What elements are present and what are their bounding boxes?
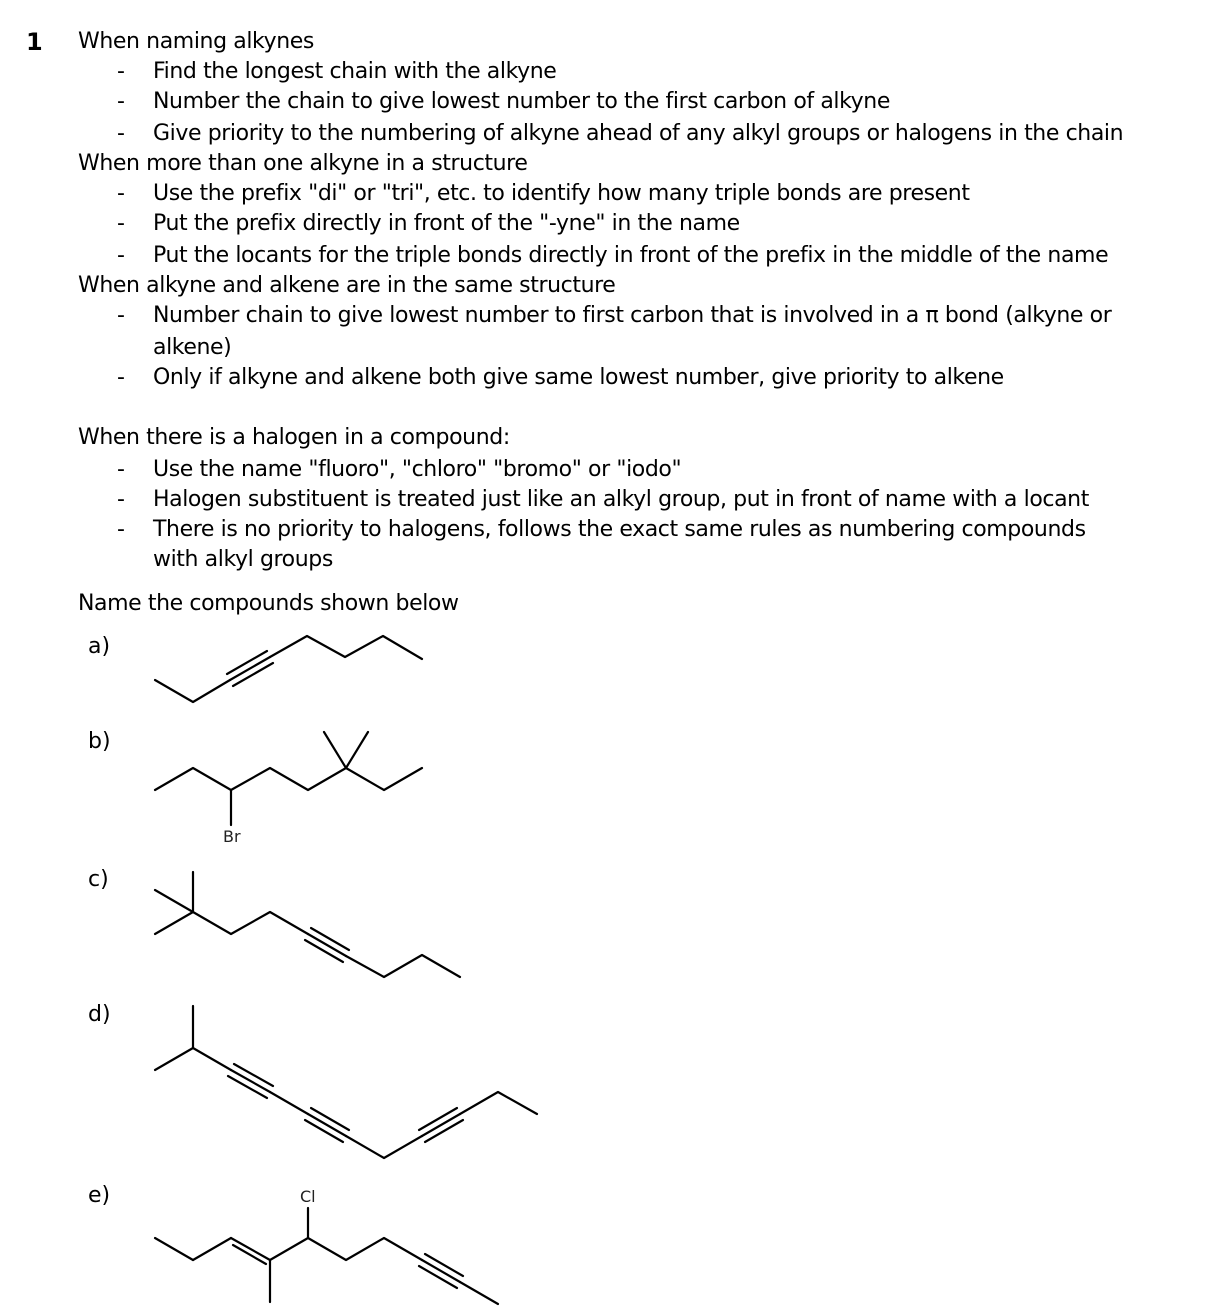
section-heading: When there is a halogen in a compound: [78, 425, 510, 450]
bullet-text: Only if alkyne and alkene both give same lowest number, give priority to alkene [153, 365, 1004, 390]
question-number: 1 [26, 28, 43, 56]
section-heading: When naming alkynes [78, 29, 314, 54]
bullet-dash: - [117, 59, 125, 84]
bullet-dash: - [117, 243, 125, 268]
compound-label-d: d) [88, 1002, 111, 1027]
bullet-text: Use the name "fluoro", "chloro" "bromo" or "iodo" [153, 457, 682, 482]
compound-label-c: c) [88, 867, 109, 892]
bullet-text: Number chain to give lowest number to first carbon that is involved in a π bond (alkyne or [153, 303, 1112, 328]
bullet-dash: - [117, 457, 125, 482]
bullet-text: Number the chain to give lowest number to the first carbon of alkyne [153, 89, 890, 114]
bullet-dash: - [117, 487, 125, 512]
chlorine-label: Cl [300, 1187, 316, 1206]
bullet-text: There is no priority to halogens, follows the exact same rules as numbering compounds [153, 517, 1086, 542]
bullet-dash: - [117, 365, 125, 390]
structure-d [155, 1006, 537, 1158]
compound-label-a: a) [88, 634, 111, 659]
bullet-text-continued: alkene) [153, 335, 232, 360]
bullet-dash: - [117, 211, 125, 236]
structure-c [155, 872, 460, 977]
compound-label-e: e) [88, 1183, 111, 1208]
bullet-text: Put the prefix directly in front of the "-yne" in the name [153, 211, 740, 236]
bullet-text: Use the prefix "di" or "tri", etc. to identify how many triple bonds are present [153, 181, 970, 206]
section-heading: When more than one alkyne in a structure [78, 151, 528, 176]
bromine-label: Br [223, 827, 241, 846]
bullet-text: Give priority to the numbering of alkyne ahead of any alkyl groups or halogens in the chain [153, 121, 1124, 146]
prompt-text: Name the compounds shown below [78, 591, 459, 616]
bullet-dash: - [117, 121, 125, 146]
bullet-dash: - [117, 181, 125, 206]
structure-e [155, 1187, 498, 1304]
bullet-text: Find the longest chain with the alkyne [153, 59, 557, 84]
bullet-text: Put the locants for the triple bonds directly in front of the prefix in the middle of the name [153, 243, 1109, 268]
bullet-dash: - [117, 303, 125, 328]
structure-a [155, 636, 422, 702]
structure-b [155, 732, 422, 846]
bullet-text-continued: with alkyl groups [153, 547, 333, 572]
bullet-dash: - [117, 89, 125, 114]
compound-label-b: b) [88, 729, 111, 754]
section-heading: When alkyne and alkene are in the same structure [78, 273, 616, 298]
bullet-dash: - [117, 517, 125, 542]
bullet-text: Halogen substituent is treated just like an alkyl group, put in front of name with a locant [153, 487, 1089, 512]
